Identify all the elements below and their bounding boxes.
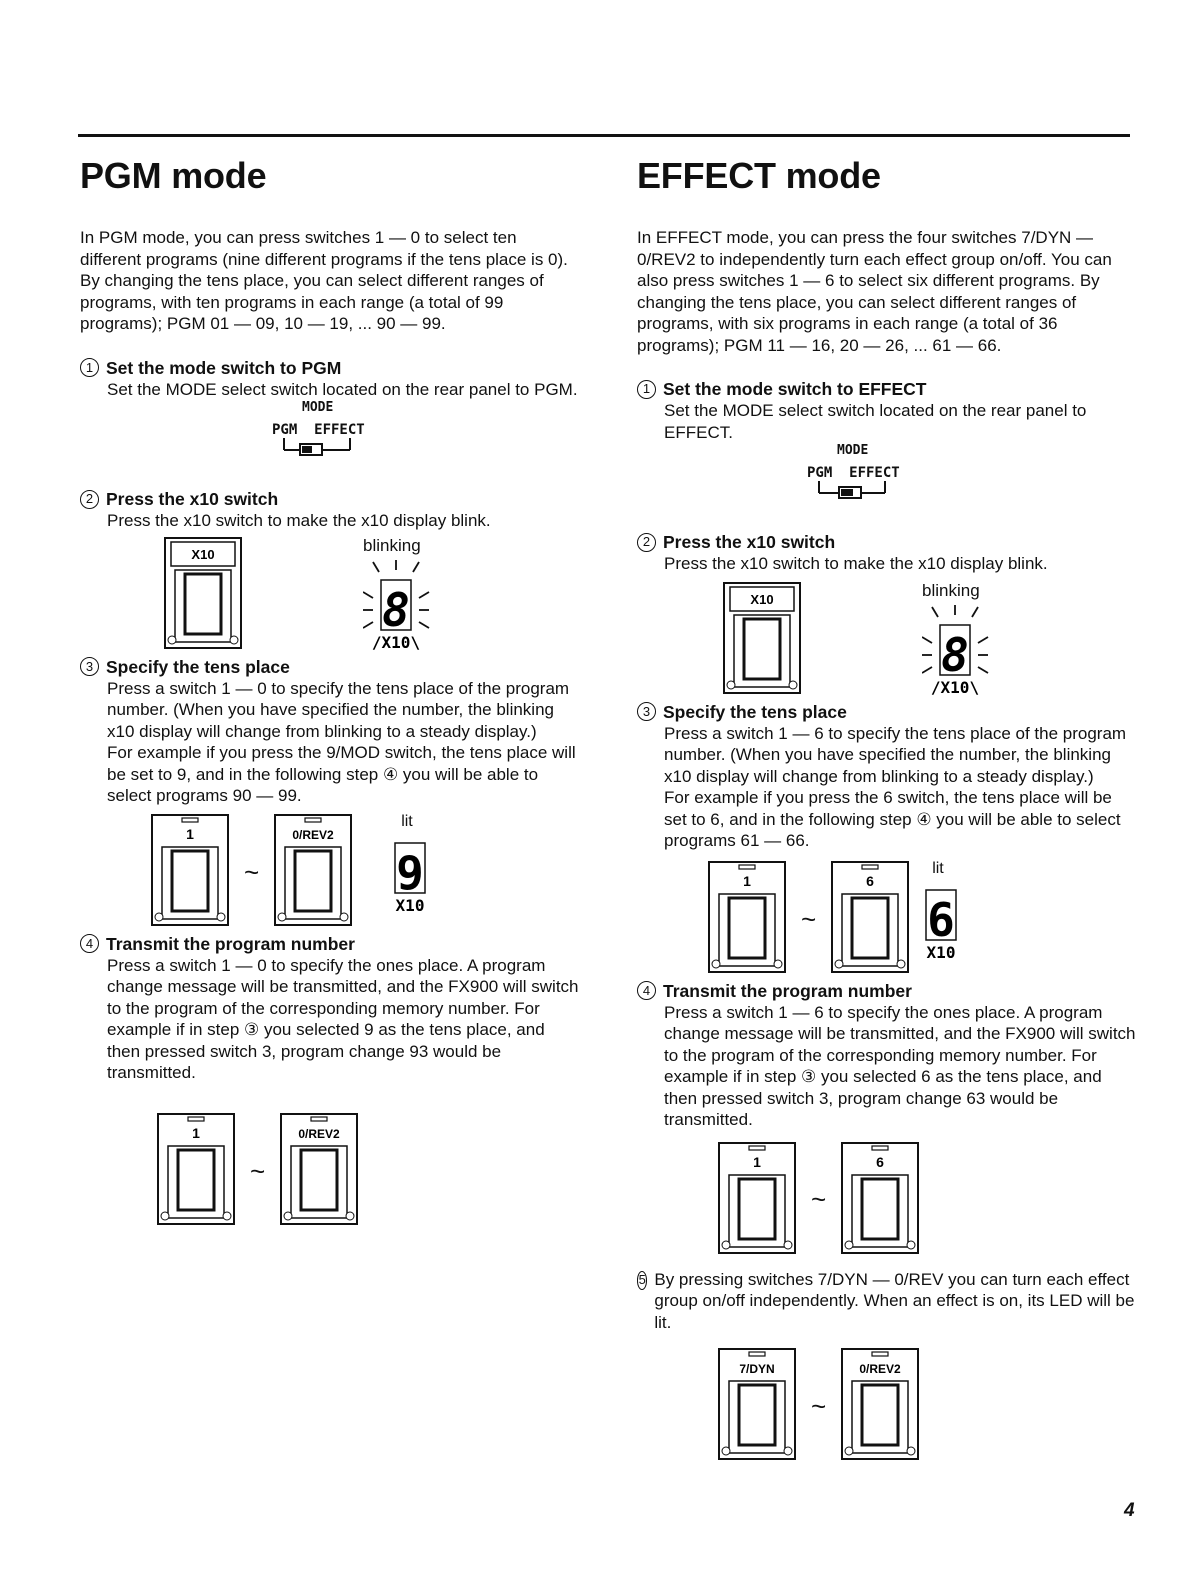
pgm-step4-title: 4 Transmit the program number bbox=[80, 933, 580, 955]
svg-text:1: 1 bbox=[186, 825, 194, 842]
pgm-step3-example: For example if you press the 9/MOD switch, the tens place will be set to 9, and in the following step ④ you will be able to select programs 90 — 99. bbox=[107, 743, 576, 805]
step-number: 4 bbox=[637, 981, 656, 1000]
svg-text:0/REV2: 0/REV2 bbox=[292, 827, 334, 842]
seven-segment-blink-icon bbox=[922, 603, 1012, 695]
lit-label: lit bbox=[401, 812, 413, 830]
x10-key-icon bbox=[722, 581, 802, 696]
x10-display-label: /X10\ bbox=[371, 632, 421, 650]
x10-key-label: X10 bbox=[750, 591, 774, 607]
svg-text:0/REV2: 0/REV2 bbox=[298, 1126, 340, 1141]
switch-7-dyn-icon bbox=[717, 1347, 797, 1462]
range-tilde: ~ bbox=[244, 857, 260, 887]
ones-keys-figure-effect bbox=[717, 1141, 1137, 1259]
effect-step1-title: 1 Set the mode switch to EFFECT bbox=[637, 378, 1137, 400]
step-number: 2 bbox=[80, 490, 99, 509]
pgm-step2-title: 2 Press the x10 switch bbox=[80, 488, 580, 510]
mode-options: PGM EFFECT bbox=[272, 422, 365, 438]
lit-digit-icon bbox=[393, 839, 443, 919]
pgm-mode-section bbox=[80, 155, 580, 1232]
lit-digit: 6 bbox=[927, 892, 956, 947]
segment-digit: 8 bbox=[941, 627, 969, 682]
effect-step3-body: Press a switch 1 — 6 to specify the tens place of the program number. (When you have specified the number, the blinking x10 display will change from blinking to a steady display.) bbox=[664, 723, 1127, 786]
range-tilde: ~ bbox=[811, 1184, 827, 1214]
pgm-step2-body: Press the x10 switch to make the x10 display blink. bbox=[107, 511, 491, 530]
lit-digit-icon bbox=[924, 886, 974, 966]
top-rule bbox=[78, 134, 1130, 137]
step-number: 3 bbox=[637, 702, 656, 721]
switch-1-icon bbox=[156, 1112, 236, 1227]
effect-step5-body: By pressing switches 7/DYN — 0/REV you can turn each effect group on/off independently. When an effect is on, its LED will be lit. bbox=[654, 1269, 1135, 1332]
x10-key-label: X10 bbox=[191, 546, 215, 562]
svg-text:7/DYN: 7/DYN bbox=[739, 1362, 775, 1376]
effect-step4-title: 4 Transmit the program number bbox=[637, 980, 1137, 1002]
effect-mode-title: EFFECT mode bbox=[637, 155, 881, 196]
effect-step5 bbox=[637, 1269, 1137, 1334]
pgm-intro: In PGM mode, you can press switches 1 — 0 to select ten different programs (nine different programs if the tens place is 0). By changing the tens place, you can select different ranges of programs, with ten programs in each range (a total of 99 programs); PGM 01 — 09, 10 — 19, ... 90 — 99. bbox=[80, 228, 568, 333]
step-number: 1 bbox=[80, 358, 99, 377]
blinking-label: blinking bbox=[922, 580, 980, 600]
lit-display-effect bbox=[924, 860, 984, 970]
mode-switch-icon bbox=[805, 443, 945, 523]
pgm-mode-title: PGM mode bbox=[80, 155, 267, 196]
svg-text:X10: X10 bbox=[395, 895, 425, 915]
effect-step2-body: Press the x10 switch to make the x10 display blink. bbox=[664, 554, 1048, 573]
svg-text:1: 1 bbox=[192, 1124, 200, 1141]
svg-text:6: 6 bbox=[876, 1153, 885, 1170]
mode-label: MODE bbox=[837, 443, 869, 458]
mode-options: PGM EFFECT bbox=[807, 465, 900, 481]
page-number: 4 bbox=[1124, 1500, 1135, 1521]
effect-step2-title: 2 Press the x10 switch bbox=[637, 531, 1137, 553]
seven-segment-blink-icon bbox=[363, 558, 453, 650]
step-number: 1 bbox=[637, 380, 656, 399]
ones-keys-figure-pgm bbox=[156, 1112, 580, 1232]
effect-step3-title: 3 Specify the tens place bbox=[637, 701, 1137, 723]
pgm-step4-body: Press a switch 1 — 0 to specify the ones place. A program change message will be transmitted, and the FX900 will switch to the program of the corresponding memory number. For example if in step ③ you selected 9 as the tens place, and then pressed switch 3, program change 93 would be transmitted. bbox=[107, 955, 579, 1082]
step-number: 2 bbox=[637, 533, 656, 552]
switch-1-icon bbox=[150, 813, 230, 928]
segment-digit: 8 bbox=[382, 582, 410, 637]
effect-mode-section bbox=[637, 155, 1137, 1465]
x10-display-label: /X10\ bbox=[930, 677, 980, 695]
switch-0-rev2-icon bbox=[840, 1347, 920, 1462]
x10-figure-effect bbox=[722, 581, 1137, 701]
step-number: 3 bbox=[80, 657, 99, 676]
pgm-step1-title: 1 Set the mode switch to PGM bbox=[80, 357, 580, 379]
pgm-step3-body: Press a switch 1 — 0 to specify the tens place of the program number. (When you have specified the number, the blinking x10 display will change from blinking to a steady display.) bbox=[107, 678, 570, 741]
x10-blink-display bbox=[363, 536, 453, 651]
pgm-step3-title: 3 Specify the tens place bbox=[80, 656, 580, 678]
switch-0-rev2-icon bbox=[279, 1112, 359, 1227]
tens-keys-figure-effect bbox=[707, 860, 1137, 980]
blinking-label: blinking bbox=[363, 535, 421, 555]
switch-6-icon bbox=[830, 860, 910, 975]
mode-switch-icon bbox=[270, 400, 410, 480]
range-tilde: ~ bbox=[801, 904, 817, 934]
step-number: 5 bbox=[637, 1271, 647, 1290]
effect-step4-body: Press a switch 1 — 6 to specify the ones place. A program change message will be transmitted, and the FX900 will switch to the program of the corresponding memory number. For example if in step ③ you selected 6 as the tens place, and then pressed switch 3, program change 63 would be transmitted. bbox=[664, 1002, 1136, 1129]
x10-blink-display bbox=[922, 581, 1012, 696]
mode-switch-figure-effect bbox=[805, 443, 945, 523]
lit-digit: 9 bbox=[396, 845, 425, 900]
svg-text:1: 1 bbox=[743, 872, 751, 889]
step-number: 4 bbox=[80, 934, 99, 953]
effect-group-keys-figure bbox=[717, 1347, 1137, 1465]
pgm-step1-body: Set the MODE select switch located on the rear panel to PGM. bbox=[107, 379, 578, 399]
switch-1-icon bbox=[707, 860, 787, 975]
switch-0-rev2-icon bbox=[273, 813, 353, 928]
switch-1-icon bbox=[717, 1141, 797, 1256]
tens-keys-figure-pgm bbox=[150, 813, 580, 933]
effect-intro: In EFFECT mode, you can press the four switches 7/DYN — 0/REV2 to independently turn each effect group on/off. You can also press switches 1 — 6 to select six different programs. By changing the tens place, you can select different ranges of programs, with six programs in each range (a total of 36 programs); PGM 11 — 16, 20 — 26, ... 61 — 66. bbox=[637, 228, 1112, 355]
svg-text:6: 6 bbox=[866, 872, 875, 889]
range-tilde: ~ bbox=[250, 1156, 266, 1186]
mode-switch-figure-pgm bbox=[270, 400, 410, 480]
svg-text:X10: X10 bbox=[926, 942, 956, 962]
x10-key-icon bbox=[163, 536, 243, 651]
mode-label: MODE bbox=[302, 400, 334, 415]
lit-label: lit bbox=[932, 859, 944, 877]
svg-text:0/REV2: 0/REV2 bbox=[859, 1362, 901, 1376]
svg-text:1: 1 bbox=[753, 1153, 761, 1170]
lit-display-pgm bbox=[393, 813, 453, 923]
x10-figure-pgm bbox=[163, 536, 580, 656]
range-tilde: ~ bbox=[811, 1390, 827, 1421]
switch-6-icon bbox=[840, 1141, 920, 1256]
effect-step1-body: Set the MODE select switch located on the rear panel to EFFECT. bbox=[664, 401, 1087, 442]
effect-step3-example: For example if you press the 6 switch, the tens place will be set to 6, and in the following step ④ you will be able to select programs 61 — 66. bbox=[664, 788, 1121, 850]
